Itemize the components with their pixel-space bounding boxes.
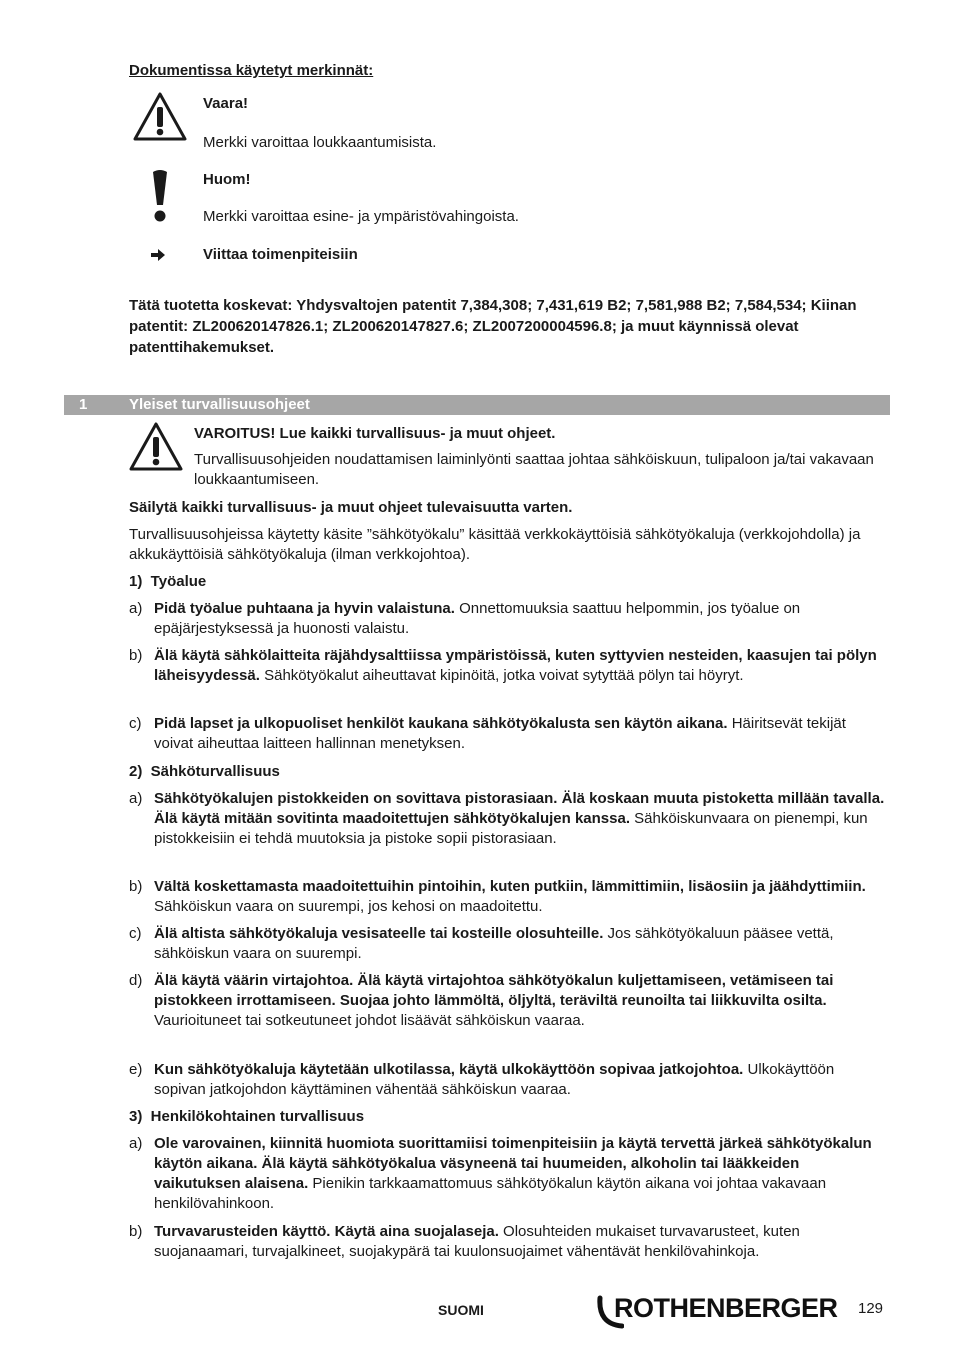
item-letter: a) — [129, 600, 143, 617]
item-text: Vaurioituneet tai sotkeutuneet johdot lisäävät sähköiskun vaaraa. — [154, 1012, 585, 1029]
brand-name: ROTHENBERGER — [614, 1293, 838, 1323]
item-bold: Vältä koskettamasta maadoitettuihin pintoihin, kuten putkiin, lämmittimiin, lisäosiin ja jäähdyttimiin. — [154, 878, 866, 895]
intro-text: Turvallisuusohjeissa käytetty käsite ”sähkötyökalu” käsittää verkkokäyttöisiä sähkötyökaluja (verkkojohdolla) ja akkukäyttöisiä sähkötyökaluja (ilman verkkojohtoa). — [129, 526, 861, 563]
item-bold: Pidä lapset ja ulkopuoliset henkilöt kaukana sähkötyökalusta sen käytön aikana. — [154, 715, 728, 732]
item-text: Ulkokäyttöön sopivan jatkojohdon käyttäminen vähentää sähköiskun vaaraa. — [154, 1061, 835, 1098]
item-letter: b) — [129, 878, 143, 895]
group-heading: 2) Sähköturvallisuus — [129, 763, 280, 780]
notice-text: Merkki varoittaa esine- ja ympäristövahingoista. — [203, 208, 519, 225]
item-text: Sähköiskun vaara on suurempi, jos kehosi on maadoitettu. — [154, 898, 543, 915]
item-text: Olosuhteiden mukaiset turvavarusteet, kuten suojanaamari, turvajalkineet, suojakypärä tai kuulonsuojaimet vähentävät henkilövahinkoja. — [154, 1223, 800, 1260]
item-text: Pienikin tarkkaamattomuus sähkötyökalun käytön aikana voi johtaa vakavaan henkilövahinkoon. — [154, 1175, 827, 1212]
item-letter: b) — [129, 1223, 143, 1240]
item-letter: a) — [129, 790, 143, 807]
page-number: 129 — [858, 1300, 884, 1317]
item-bold: Ole varovainen, kiinnitä huomiota suorittamiisi toimenpiteisiin ja käytä tervettä järkeä sähkötyökalun käytön aikana. Älä käytä sähkötyökalua väsyneenä tai huumeiden, alkoholin tai lääkkeiden vaikutuksen alaisena. — [154, 1135, 872, 1192]
footer-language: SUOMI — [438, 1302, 484, 1318]
legend-heading: Dokumentissa käytetyt merkinnät: — [129, 62, 374, 79]
notice-title: Huom! — [203, 171, 251, 188]
list-item — [129, 971, 885, 1031]
item-text: Sähköiskunvaara on pienempi, kun pistokkeisiin ei tehdä muutoksia ja pistoke sopii pistorasiaan. — [154, 810, 868, 847]
item-bold: Älä altista sähkötyökaluja vesisateelle tai kosteille olosuhteille. — [154, 925, 604, 942]
list-item — [129, 714, 885, 754]
danger-title: Vaara! — [203, 95, 249, 112]
section-header-bar — [64, 395, 890, 415]
arrow-right-icon — [150, 248, 166, 262]
list-item — [129, 1060, 885, 1100]
warning-text: Turvallisuusohjeiden noudattamisen laiminlyönti saattaa johtaa sähköiskuun, tulipaloon ja/tai vakavaan loukkaantumiseen. — [194, 451, 874, 488]
list-item — [129, 599, 885, 639]
list-item — [129, 1134, 885, 1214]
exclamation-icon — [148, 168, 172, 224]
danger-text: Merkki varoittaa loukkaantumisista. — [203, 134, 437, 151]
item-bold: Älä käytä sähkölaitteita räjähdysalttiissa ympäristöissä, kuten syttyvien nesteiden, kaasujen tai pölyn läheisyydessä. — [154, 647, 877, 684]
item-letter: b) — [129, 647, 143, 664]
item-letter: a) — [129, 1135, 143, 1152]
action-text: Viittaa toimenpiteisiin — [203, 246, 358, 263]
item-letter: d) — [129, 972, 143, 989]
item-bold: Sähkötyökalujen pistokkeiden on sovittava pistorasiaan. Älä koskaan muuta pistoketta millään tavalla. Älä käytä mitään sovitinta maadoitettujen sähkötyökalujen kanssa. — [154, 790, 885, 827]
warning-triangle-icon — [132, 91, 188, 143]
section-number: 1 — [79, 396, 88, 413]
patents-text: Tätä tuotetta koskevat: Yhdysvaltojen patentit 7,384,308; 7,431,619 B2; 7,581,988 B2; 7,584,534; Kiinan patentit: ZL200620147826.1; ZL200620147827.6; ZL2007200004596.8; ja muut käynnissä olevat patenttihakemukset. — [129, 297, 857, 356]
group-heading: 3) Henkilökohtainen turvallisuus — [129, 1108, 365, 1125]
brand-logo — [594, 1294, 844, 1334]
item-letter: e) — [129, 1061, 143, 1078]
item-text: Onnettomuuksia saattuu helpommin, jos työalue on epäjärjestyksessä ja huonosti valaistu. — [154, 600, 801, 637]
item-letter: c) — [129, 715, 142, 732]
item-bold: Turvavarusteiden käyttö. Käytä aina suojalaseja. — [154, 1223, 499, 1240]
warning-triangle-icon — [128, 421, 184, 473]
item-text: Sähkötyökalut aiheuttavat kipinöitä, jotka voivat sytyttää pölyn tai höyryt. — [264, 667, 744, 684]
item-bold: Kun sähkötyökaluja käytetään ulkotilassa, käytä ulkokäyttöön sopivaa jatkojohtoa. — [154, 1061, 744, 1078]
keep-instructions: Säilytä kaikki turvallisuus- ja muut ohjeet tulevaisuutta varten. — [129, 499, 573, 516]
list-item — [129, 924, 885, 964]
item-text: Jos sähkötyökaluun pääsee vettä, sähköiskun vaara on suurempi. — [154, 925, 834, 962]
list-item — [129, 646, 885, 686]
list-item — [129, 877, 885, 917]
item-bold: Pidä työalue puhtaana ja hyvin valaistuna. — [154, 600, 455, 617]
section-title: Yleiset turvallisuusohjeet — [129, 396, 310, 413]
item-letter: c) — [129, 925, 142, 942]
item-bold: Älä käytä väärin virtajohtoa. Älä käytä virtajohtoa sähkötyökalun kuljettamiseen, vetämiseen tai pistokkeen irrottamiseen. Suojaa johto lämmöltä, öljyltä, teräviltä reunoilta tai liikkuvilta osilta. — [154, 972, 834, 1009]
list-item — [129, 789, 885, 849]
group-heading: 1) Työalue — [129, 573, 207, 590]
warning-heading: VAROITUS! Lue kaikki turvallisuus- ja muut ohjeet. — [194, 425, 556, 442]
item-text: Häiritsevät tekijät voivat aiheuttaa laitteen hallinnan menetyksen. — [154, 715, 846, 752]
list-item — [129, 1222, 885, 1262]
